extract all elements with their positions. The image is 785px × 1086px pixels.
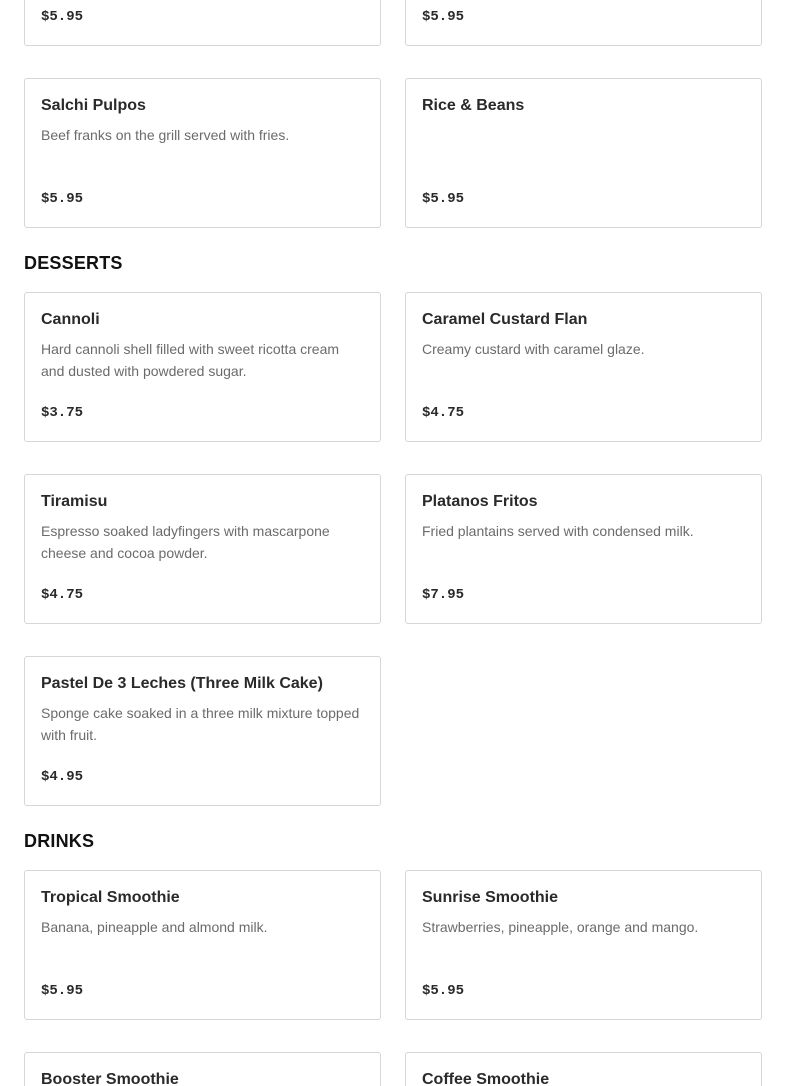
menu-item-card[interactable] — [405, 1052, 762, 1086]
item-description: Sponge cake soaked in a three milk mixture topped with fruit. — [41, 705, 360, 743]
menu-item-card[interactable] — [405, 292, 762, 442]
menu-item-card[interactable] — [24, 292, 381, 442]
item-name: Caramel Custard Flan — [422, 311, 588, 328]
menu-item-card[interactable] — [405, 474, 762, 624]
item-description: Espresso soaked ladyfingers with mascarpone cheese and cocoa powder. — [41, 523, 330, 561]
item-name: Salchi Pulpos — [41, 97, 146, 114]
item-name: Booster Smoothie — [41, 1071, 179, 1086]
item-price: $7.95 — [422, 587, 465, 603]
item-price: $4.75 — [422, 405, 465, 421]
item-name: Coffee Smoothie — [422, 1071, 550, 1086]
item-price: $5.95 — [41, 191, 84, 207]
item-price: $5.95 — [41, 9, 84, 25]
item-name: Pastel De 3 Leches (Three Milk Cake) — [41, 675, 323, 692]
section-title-drinks: DRINKS — [24, 831, 95, 851]
item-name: Cannoli — [41, 311, 100, 328]
item-name: Rice & Beans — [422, 97, 525, 114]
item-price: $4.75 — [41, 587, 84, 603]
item-description: Banana, pineapple and almond milk. — [41, 919, 268, 935]
menu-item-card[interactable] — [24, 0, 381, 46]
menu-item-card[interactable] — [24, 474, 381, 624]
item-price: $5.95 — [422, 191, 465, 207]
item-description: Hard cannoli shell filled with sweet ricotta cream and dusted with powdered sugar. — [41, 341, 340, 379]
item-description: Fried plantains served with condensed milk. — [422, 523, 694, 539]
item-description: Beef franks on the grill served with fries. — [41, 127, 290, 143]
item-price: $5.95 — [422, 983, 465, 999]
menu-item-card[interactable] — [405, 870, 762, 1020]
menu-item-card[interactable] — [405, 78, 762, 228]
item-price: $5.95 — [41, 983, 84, 999]
section-title-desserts: DESSERTS — [24, 253, 123, 273]
item-name: Tiramisu — [41, 493, 108, 510]
item-description: Strawberries, pineapple, orange and mango. — [422, 919, 699, 935]
menu-item-card[interactable] — [24, 870, 381, 1020]
item-name: Sunrise Smoothie — [422, 889, 559, 906]
menu-item-card[interactable] — [24, 78, 381, 228]
menu-item-card[interactable] — [405, 0, 762, 46]
item-price: $3.75 — [41, 405, 84, 421]
menu-item-card[interactable] — [24, 1052, 381, 1086]
item-price: $4.95 — [41, 769, 84, 785]
item-price: $5.95 — [422, 9, 465, 25]
menu-item-card[interactable] — [24, 656, 381, 806]
item-description: Creamy custard with caramel glaze. — [422, 341, 645, 357]
item-name: Platanos Fritos — [422, 493, 538, 510]
item-name: Tropical Smoothie — [41, 889, 180, 906]
